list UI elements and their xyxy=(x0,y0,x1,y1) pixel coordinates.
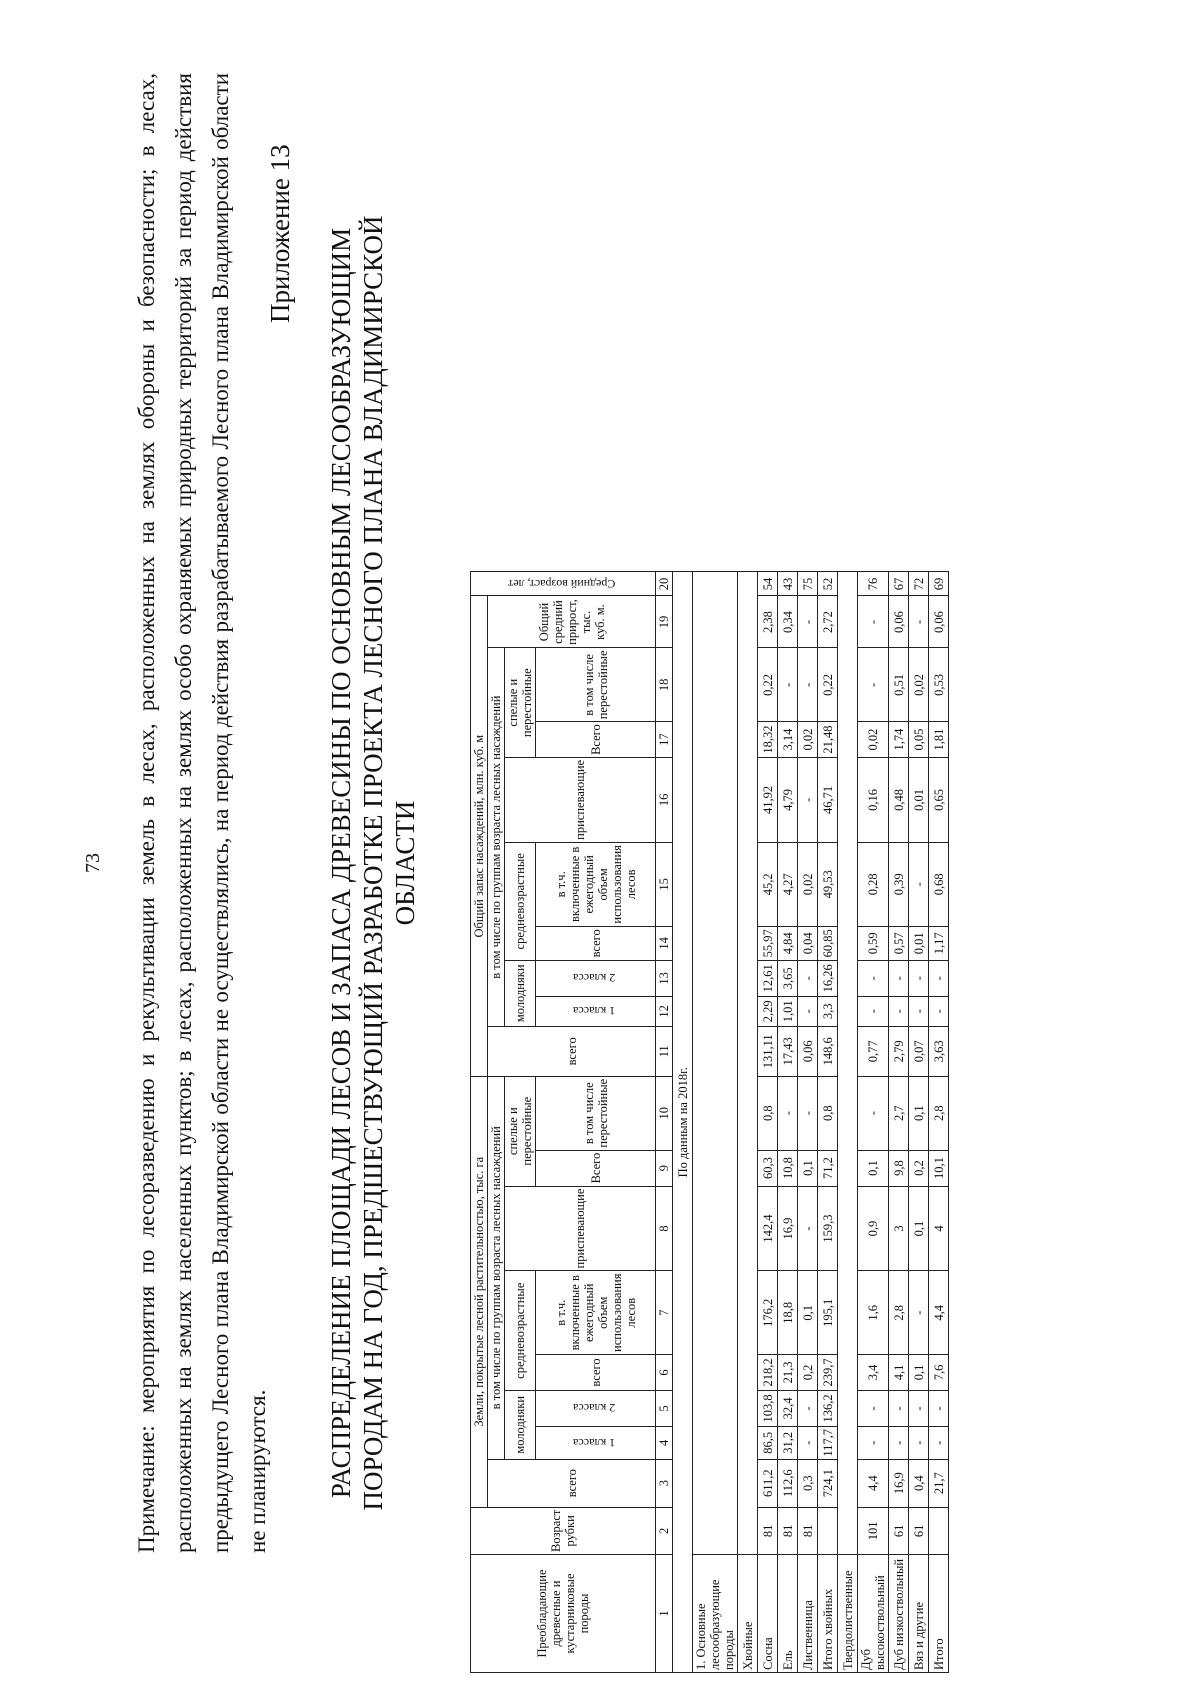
value-cell: 0,02 xyxy=(798,722,818,758)
col-number: 16 xyxy=(656,757,673,842)
value-cell: 0,1 xyxy=(909,1076,929,1150)
header-species: Преобладающие древесные и кустарниковые породы xyxy=(471,1555,656,1673)
col-number: 17 xyxy=(656,722,673,758)
page-number: 73 xyxy=(82,853,104,873)
value-cell: - xyxy=(889,996,909,1026)
table-title: РАСПРЕДЕЛЕНИЕ ПЛОЩАДИ ЛЕСОВ И ЗАПАСА ДРЕВЕСИНЫ ПО ОСНОВНЫМ ЛЕСООБРАЗУЮЩИМ ПОРОДАМ НА ГОД, ПРЕДШЕСТВУЮЩИЙ РАЗРАБОТКЕ ПРОЕКТА ЛЕСНОГО ПЛАНА ВЛАДИМИРСКОЙ ОБЛАСТИ xyxy=(326,215,420,1511)
table-row xyxy=(758,572,778,1673)
value-cell: 21,3 xyxy=(778,1354,798,1390)
note-paragraph: Примечание: мероприятия по лесоразведению и рекультивации земель в лесах, расположенных на землях обороны и безопасности; в лесах, расположенных на землях населенных пунктов; в лесах, расположенных на землях особо охраняемых природных территорий за период действия предыдущего Лесного плана Владимирской области не осуществлялись, на период действия разрабатываемого Лесного плана Владимирской области не планируются. xyxy=(134,73,270,1553)
value-cell: 239,7 xyxy=(818,1354,838,1390)
species-name-cell: Вяз и другие xyxy=(909,1555,929,1673)
header-stock-class1: 1 класса xyxy=(536,996,656,1026)
value-cell: 10,8 xyxy=(778,1150,798,1186)
col-number: 6 xyxy=(656,1354,673,1390)
value-cell: 18,8 xyxy=(778,1271,798,1354)
value-cell: 0,01 xyxy=(909,926,929,960)
value-cell: - xyxy=(858,1076,889,1150)
value-cell: 103,8 xyxy=(758,1390,778,1426)
value-cell: 61 xyxy=(889,1507,909,1554)
value-cell: 12,61 xyxy=(758,960,778,996)
value-cell: 9,8 xyxy=(889,1150,909,1186)
value-cell: 3,4 xyxy=(858,1354,889,1390)
value-cell: 4,4 xyxy=(858,1459,889,1507)
value-cell: - xyxy=(909,996,929,1026)
value-cell: - xyxy=(858,960,889,996)
value-cell: 45,2 xyxy=(758,842,778,926)
value-cell: 0,3 xyxy=(798,1459,818,1507)
value-cell: - xyxy=(909,1390,929,1426)
value-cell: 10,1 xyxy=(929,1150,949,1186)
value-cell: 0,2 xyxy=(909,1150,929,1186)
value-cell: 0,02 xyxy=(798,842,818,926)
value-cell: 2,7 xyxy=(889,1076,909,1150)
value-cell: 16,26 xyxy=(818,960,838,996)
value-cell: 3,63 xyxy=(929,1026,949,1076)
col-number: 18 xyxy=(656,648,673,722)
value-cell: - xyxy=(798,1076,818,1150)
value-cell: 0,06 xyxy=(889,596,909,648)
col-number: 1 xyxy=(656,1555,673,1673)
value-cell: 0,06 xyxy=(798,1026,818,1076)
value-cell: 2,8 xyxy=(889,1271,909,1354)
value-cell: 0,39 xyxy=(889,842,909,926)
value-cell: 21,48 xyxy=(818,722,838,758)
col-number: 9 xyxy=(656,1150,673,1186)
value-cell: 61 xyxy=(909,1507,929,1554)
value-cell: - xyxy=(778,1076,798,1150)
value-cell: 195,1 xyxy=(818,1271,838,1354)
value-cell: 0,02 xyxy=(858,722,889,758)
value-cell: 3,3 xyxy=(818,996,838,1026)
value-cell: 0,04 xyxy=(798,926,818,960)
value-cell: 81 xyxy=(758,1507,778,1554)
value-cell: - xyxy=(798,996,818,1026)
value-cell: 159,3 xyxy=(818,1186,838,1271)
col-number: 13 xyxy=(656,960,673,996)
header-area-middle: средневозрастные xyxy=(505,1271,536,1390)
value-cell: - xyxy=(889,960,909,996)
value-cell: 46,71 xyxy=(818,757,838,842)
header-stock-young: молодняки xyxy=(505,960,536,1026)
header-stock-total: всего xyxy=(488,1026,656,1076)
value-cell: 0,48 xyxy=(889,757,909,842)
value-cell: 4,1 xyxy=(889,1354,909,1390)
value-cell: 1,17 xyxy=(929,926,949,960)
value-cell: 52 xyxy=(818,572,838,596)
value-cell: 16,9 xyxy=(778,1186,798,1271)
value-cell: 60,85 xyxy=(818,926,838,960)
species-name-cell: Итого хвойных xyxy=(818,1555,838,1673)
value-cell: - xyxy=(929,1390,949,1426)
header-area-mid-incl: в т.ч. включенные в ежегодный объем использования лесов xyxy=(536,1271,656,1354)
value-cell: 0,1 xyxy=(909,1354,929,1390)
header-stock-mature: спелые и перестойные xyxy=(505,648,536,757)
value-cell: 136,2 xyxy=(818,1390,838,1426)
species-name-cell: Дуб низкоствольный xyxy=(889,1555,909,1673)
value-cell: 4,27 xyxy=(778,842,798,926)
subsection-conifers: Хвойные xyxy=(738,1555,758,1673)
value-cell: 0,22 xyxy=(758,648,778,722)
value-cell: 75 xyxy=(798,572,818,596)
value-cell: - xyxy=(778,648,798,722)
value-cell: - xyxy=(858,996,889,1026)
value-cell: 3,65 xyxy=(778,960,798,996)
value-cell: 112,6 xyxy=(778,1459,798,1507)
empty-cells xyxy=(738,572,758,1555)
value-cell: - xyxy=(798,648,818,722)
value-cell: - xyxy=(909,842,929,926)
header-stock-mid-incl: в т.ч. включенные в ежегодный объем использования лесов xyxy=(536,842,656,926)
value-cell: 0,34 xyxy=(778,596,798,648)
value-cell: 0,05 xyxy=(909,722,929,758)
value-cell: - xyxy=(889,1426,909,1459)
header-area-class1: 1 класса xyxy=(536,1426,656,1459)
value-cell: - xyxy=(798,757,818,842)
empty-cells xyxy=(838,572,858,1555)
species-name-cell: Итого xyxy=(929,1555,949,1673)
value-cell: 0,16 xyxy=(858,757,889,842)
data-year-row: По данным на 2018г. xyxy=(673,572,693,1673)
table-row xyxy=(909,572,929,1673)
value-cell: 3 xyxy=(889,1186,909,1271)
value-cell: 131,11 xyxy=(758,1026,778,1076)
value-cell: - xyxy=(909,596,929,648)
species-name-cell: Дуб высокоствольный xyxy=(858,1555,889,1673)
value-cell: 724,1 xyxy=(818,1459,838,1507)
col-number: 5 xyxy=(656,1390,673,1426)
value-cell: 0,06 xyxy=(929,596,949,648)
species-name-cell: Сосна xyxy=(758,1555,778,1673)
value-cell: 0,59 xyxy=(858,926,889,960)
header-stock-by-age: в том числе по группам возраста лесных насаждений xyxy=(488,648,505,1026)
value-cell: 0,1 xyxy=(798,1150,818,1186)
header-stock-middle: средневозрастные xyxy=(505,842,536,960)
col-number: 3 xyxy=(656,1459,673,1507)
header-area-mature: спелые и перестойные xyxy=(505,1076,536,1186)
value-cell: 0,28 xyxy=(858,842,889,926)
subsection-hardwoods: Твердолиственные xyxy=(838,1555,858,1673)
col-number: 12 xyxy=(656,996,673,1026)
value-cell: 54 xyxy=(758,572,778,596)
value-cell: - xyxy=(858,596,889,648)
value-cell: 43 xyxy=(778,572,798,596)
value-cell: - xyxy=(858,648,889,722)
header-area-by-age: в том числе по группам возраста лесных насаждений xyxy=(488,1076,505,1459)
col-number: 11 xyxy=(656,1026,673,1076)
header-avg-increment: Общий средний прирост, тыс. куб. м. xyxy=(488,596,656,648)
value-cell: 0,68 xyxy=(929,842,949,926)
header-area-class2: 2 класса xyxy=(536,1390,656,1426)
header-area-mid-total: всего xyxy=(536,1354,656,1390)
value-cell: - xyxy=(798,1186,818,1271)
value-cell: - xyxy=(798,1426,818,1459)
header-stock-group: Общий запас насаждений, млн. куб. м xyxy=(471,596,488,1076)
value-cell: - xyxy=(798,596,818,648)
table-row xyxy=(818,572,838,1673)
value-cell: 0,07 xyxy=(909,1026,929,1076)
value-cell: 0,8 xyxy=(758,1076,778,1150)
value-cell: 71,2 xyxy=(818,1150,838,1186)
col-number: 7 xyxy=(656,1271,673,1354)
value-cell xyxy=(818,1507,838,1554)
col-number: 14 xyxy=(656,926,673,960)
header-stock-overmature: в том числе перестойные xyxy=(536,648,656,722)
value-cell: 86,5 xyxy=(758,1426,778,1459)
value-cell: 4,84 xyxy=(778,926,798,960)
value-cell: 31,2 xyxy=(778,1426,798,1459)
forest-distribution-table xyxy=(470,572,949,1674)
value-cell: 101 xyxy=(858,1507,889,1554)
col-number: 15 xyxy=(656,842,673,926)
value-cell: 2,72 xyxy=(818,596,838,648)
header-stock-mature-total: Всего xyxy=(536,722,656,758)
value-cell: 2,29 xyxy=(758,996,778,1026)
value-cell: 69 xyxy=(929,572,949,596)
value-cell: 0,2 xyxy=(798,1354,818,1390)
value-cell: 76 xyxy=(858,572,889,596)
value-cell: 81 xyxy=(798,1507,818,1554)
value-cell: 4 xyxy=(929,1186,949,1271)
col-number: 2 xyxy=(656,1507,673,1554)
section-main-species: 1. Основные лесообразующие породы xyxy=(693,1555,738,1673)
value-cell: 49,53 xyxy=(818,842,838,926)
value-cell: 17,43 xyxy=(778,1026,798,1076)
value-cell: 218,2 xyxy=(758,1354,778,1390)
table-row xyxy=(889,572,909,1673)
header-stock-class2: 2 класса xyxy=(536,960,656,996)
species-name-cell: Лиственница xyxy=(798,1555,818,1673)
value-cell xyxy=(929,1507,949,1554)
value-cell: - xyxy=(929,996,949,1026)
col-number: 19 xyxy=(656,596,673,648)
value-cell: 0,65 xyxy=(929,757,949,842)
species-name-cell: Ель xyxy=(778,1555,798,1673)
value-cell: 0,1 xyxy=(798,1271,818,1354)
value-cell: 4,4 xyxy=(929,1271,949,1354)
value-cell: - xyxy=(929,1426,949,1459)
value-cell: 0,53 xyxy=(929,648,949,722)
value-cell: 60,3 xyxy=(758,1150,778,1186)
value-cell: - xyxy=(858,1426,889,1459)
value-cell: 16,9 xyxy=(889,1459,909,1507)
value-cell: 4,79 xyxy=(778,757,798,842)
value-cell: 72 xyxy=(909,572,929,596)
value-cell: 0,1 xyxy=(858,1150,889,1186)
value-cell: - xyxy=(798,960,818,996)
value-cell: 2,38 xyxy=(758,596,778,648)
value-cell: 21,7 xyxy=(929,1459,949,1507)
value-cell: 41,92 xyxy=(758,757,778,842)
value-cell: 0,1 xyxy=(909,1186,929,1271)
value-cell: 1,01 xyxy=(778,996,798,1026)
col-number: 10 xyxy=(656,1076,673,1150)
value-cell: 32,4 xyxy=(778,1390,798,1426)
value-cell: - xyxy=(909,960,929,996)
value-cell: 1,6 xyxy=(858,1271,889,1354)
value-cell: 148,6 xyxy=(818,1026,838,1076)
value-cell: - xyxy=(929,960,949,996)
col-number: 4 xyxy=(656,1426,673,1459)
value-cell: 176,2 xyxy=(758,1271,778,1354)
value-cell: 0,77 xyxy=(858,1026,889,1076)
value-cell: 611,2 xyxy=(758,1459,778,1507)
value-cell: 7,6 xyxy=(929,1354,949,1390)
value-cell: - xyxy=(798,1390,818,1426)
header-area-mature-total: Всего xyxy=(536,1150,656,1186)
appendix-label: Приложение 13 xyxy=(265,144,295,323)
header-area-young: молодняки xyxy=(505,1390,536,1459)
value-cell: 2,8 xyxy=(929,1076,949,1150)
value-cell: 55,97 xyxy=(758,926,778,960)
empty-cells xyxy=(693,572,738,1555)
value-cell: 0,9 xyxy=(858,1186,889,1271)
value-cell: 81 xyxy=(778,1507,798,1554)
table-row xyxy=(858,572,889,1673)
header-area-overmature: в том числе перестойные xyxy=(536,1076,656,1150)
table-row xyxy=(778,572,798,1673)
header-area-total: всего xyxy=(488,1459,656,1507)
value-cell: 18,32 xyxy=(758,722,778,758)
header-avg-age: Средний возраст, лет xyxy=(471,572,656,596)
header-stock-mid-total: всего xyxy=(536,926,656,960)
value-cell: - xyxy=(858,1390,889,1426)
value-cell: 0,4 xyxy=(909,1459,929,1507)
value-cell: 0,02 xyxy=(909,648,929,722)
value-cell: 1,74 xyxy=(889,722,909,758)
header-area-premature: приспевающие xyxy=(505,1186,656,1271)
value-cell: 117,7 xyxy=(818,1426,838,1459)
value-cell: - xyxy=(909,1271,929,1354)
header-stock-premature: приспевающие xyxy=(505,757,656,842)
value-cell: 1,81 xyxy=(929,722,949,758)
value-cell: - xyxy=(889,1390,909,1426)
value-cell: 67 xyxy=(889,572,909,596)
value-cell: 2,79 xyxy=(889,1026,909,1076)
header-felling-age: Возраст рубки xyxy=(471,1507,656,1554)
table-row xyxy=(798,572,818,1673)
col-number: 8 xyxy=(656,1186,673,1271)
value-cell: 142,4 xyxy=(758,1186,778,1271)
table-wrapper xyxy=(470,572,949,1674)
value-cell: 3,14 xyxy=(778,722,798,758)
header-area-group: Земли, покрытые лесной растительностью, тыс. га xyxy=(471,1076,488,1507)
value-cell: 0,8 xyxy=(818,1076,838,1150)
value-cell: 0,51 xyxy=(889,648,909,722)
table-row xyxy=(929,572,949,1673)
value-cell: 0,01 xyxy=(909,757,929,842)
value-cell: 0,22 xyxy=(818,648,838,722)
value-cell: 0,57 xyxy=(889,926,909,960)
col-number: 20 xyxy=(656,572,673,596)
value-cell: - xyxy=(909,1426,929,1459)
